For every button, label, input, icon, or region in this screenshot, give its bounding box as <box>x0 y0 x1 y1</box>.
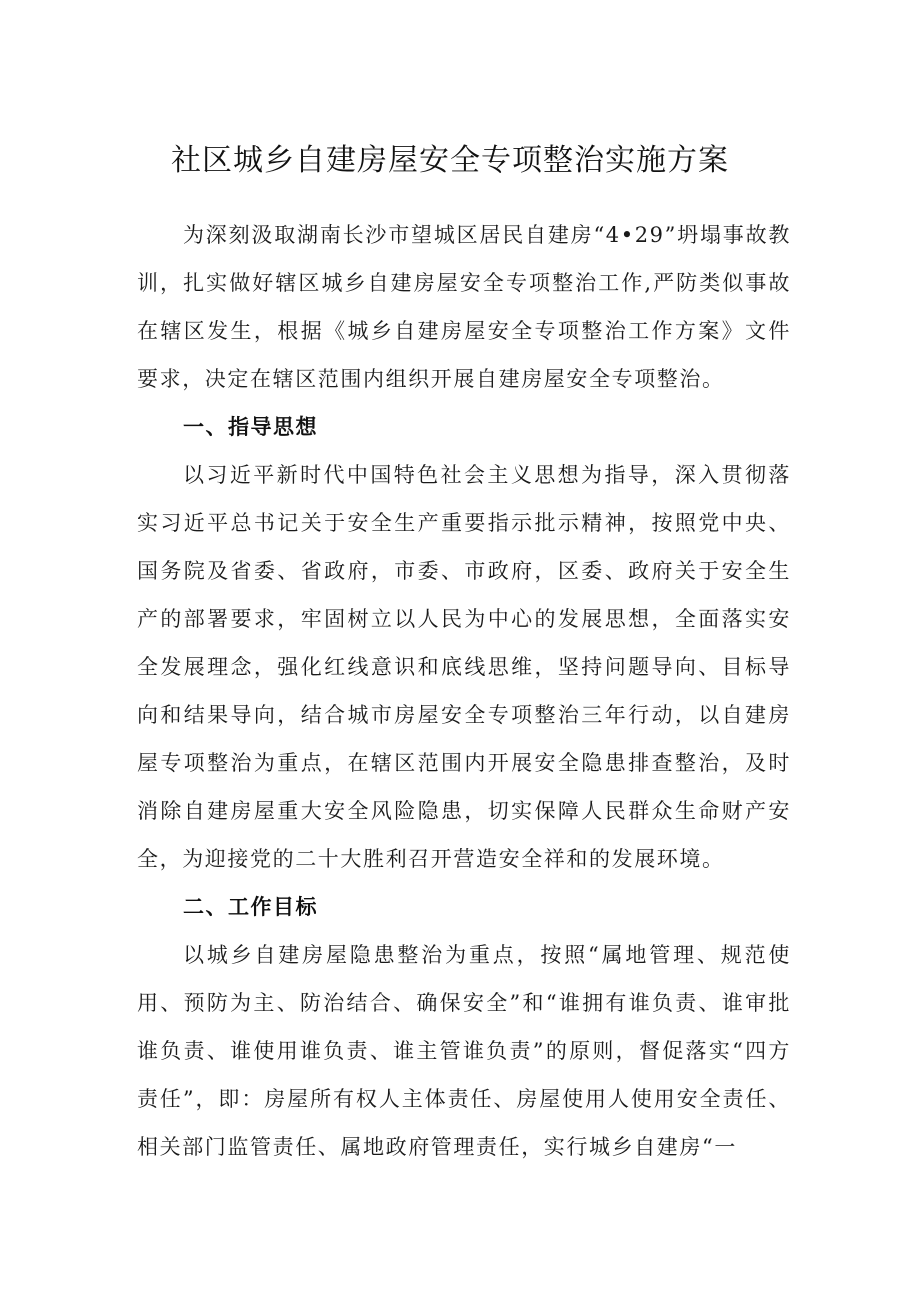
section-paragraph-work-goals: 以城乡自建房屋隐患整治为重点，按照“属地管理、规范使用、预防为主、防治结合、确保安全”和“谁拥有谁负责、谁审批谁负责、谁使用谁负责、谁主管谁负责”的原则，督促落实“四方责任”，即：房屋所有权人主体责任、房屋使用人使用安全责任、相关部门监管责任、属地政府管理责任，实行城乡自建房“一 <box>137 943 791 1159</box>
intro-paragraph: 为深刻汲取湖南长沙市望城区居民自建房“4•29”坍塌事故教训，扎实做好辖区城乡自建房屋安全专项整治工作,严防类似事故在辖区发生，根据《城乡自建房屋安全专项整治工作方案》文件要求，决定在辖区范围内组织开展自建房屋安全专项整治。 <box>137 223 791 391</box>
document-body <box>137 211 791 1171</box>
section-heading-guiding-ideology: 一、指导思想 <box>183 415 318 439</box>
section-heading-work-goals: 二、工作目标 <box>183 895 318 919</box>
document-title: 社区城乡自建房屋安全专项整治实施方案 <box>171 143 729 178</box>
section-paragraph-guiding-ideology: 以习近平新时代中国特色社会主义思想为指导，深入贯彻落实习近平总书记关于安全生产重要指示批示精神，按照党中央、国务院及省委、省政府，市委、市政府，区委、政府关于安全生产的部署要求，牢固树立以人民为中心的发展思想，全面落实安全发展理念，强化红线意识和底线思维，坚持问题导向、目标导向和结果导向，结合城市房屋安全专项整治三年行动，以自建房屋专项整治为重点，在辖区范围内开展安全隐患排查整治，及时消除自建房屋重大安全风险隐患，切实保障人民群众生命财产安全，为迎接党的二十大胜利召开营造安全祥和的发展环境。 <box>137 463 791 871</box>
